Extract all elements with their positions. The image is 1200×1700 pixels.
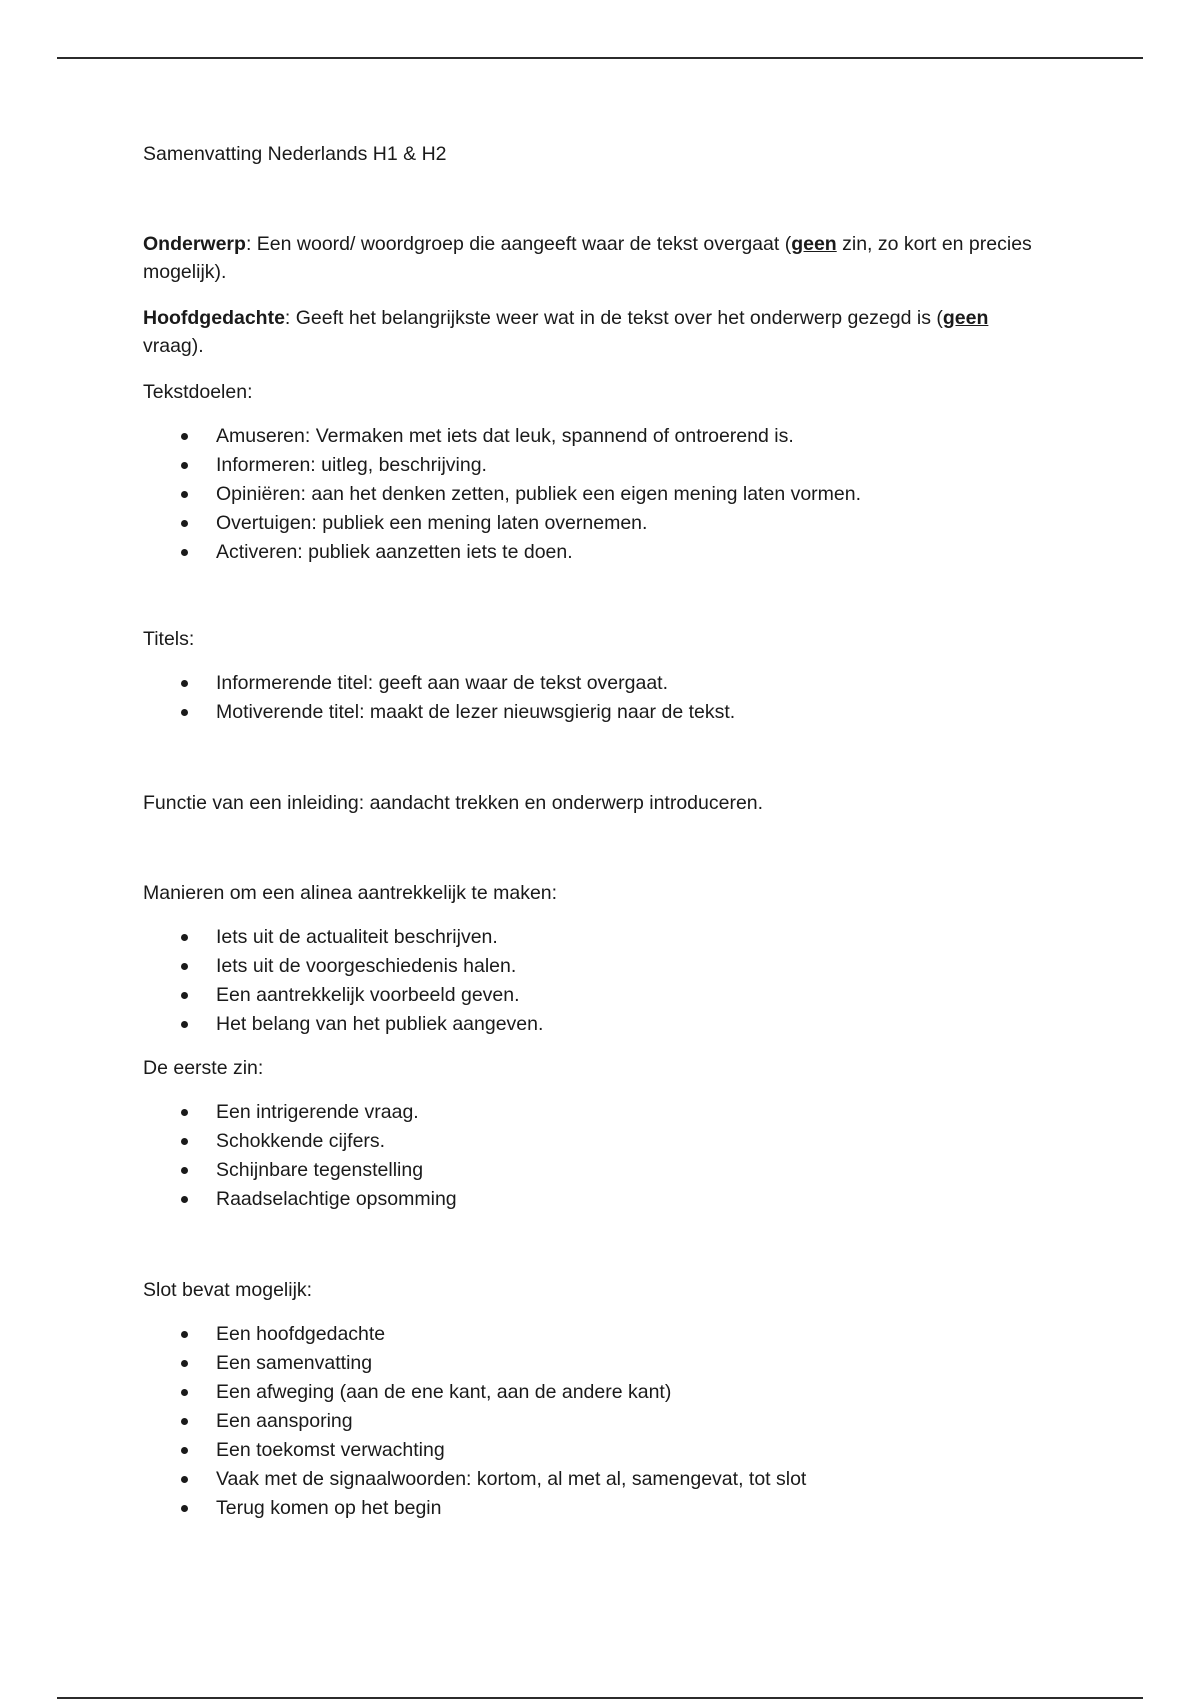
document-body (143, 140, 1043, 1523)
bullet-icon (181, 1476, 188, 1483)
list-item (143, 1156, 1043, 1185)
list-item-text: Motiverende titel: maakt de lezer nieuwsgierig naar de tekst. (216, 701, 736, 723)
list-item (143, 952, 1043, 981)
titels-heading: Titels: (143, 628, 195, 650)
bullet-icon (181, 1167, 188, 1174)
bullet-icon (181, 1505, 188, 1512)
top-rule (57, 57, 1143, 59)
list-item (143, 698, 1043, 727)
slot-heading: Slot bevat mogelijk: (143, 1279, 313, 1301)
list-item-text: Informerende titel: geeft aan waar de tekst overgaat. (216, 672, 669, 694)
list-item (143, 451, 1043, 480)
titels-list (143, 669, 1043, 727)
bullet-icon (181, 433, 188, 440)
bullet-icon (181, 1331, 188, 1338)
list-item (143, 1465, 1043, 1494)
bullet-icon (181, 1418, 188, 1425)
list-item-text: Schijnbare tegenstelling (216, 1159, 424, 1181)
list-item-text: Een aansporing (216, 1410, 353, 1432)
bullet-icon (181, 1447, 188, 1454)
alinea-list (143, 923, 1043, 1039)
bullet-icon (181, 1196, 188, 1203)
slot-list (143, 1320, 1043, 1523)
document-title: Samenvatting Nederlands H1 & H2 (143, 143, 447, 165)
onderwerp-definition (143, 230, 1043, 286)
list-item (143, 1349, 1043, 1378)
onderwerp-emphasis: geen (791, 233, 837, 255)
bullet-icon (181, 680, 188, 687)
bottom-rule (57, 1697, 1143, 1699)
list-item-text: Een hoofdgedachte (216, 1323, 386, 1345)
list-item (143, 1494, 1043, 1523)
inleiding-text: Functie van een inleiding: aandacht trekken en onderwerp introduceren. (143, 792, 764, 814)
list-item-text: Opiniëren: aan het denken zetten, publiek een eigen mening laten vormen. (216, 483, 862, 505)
bullet-icon (181, 1138, 188, 1145)
list-item-text: Een afweging (aan de ene kant, aan de andere kant) (216, 1381, 672, 1403)
bullet-icon (181, 462, 188, 469)
list-item (143, 669, 1043, 698)
list-item-text: Een intrigerende vraag. (216, 1101, 419, 1123)
list-item-text: Raadselachtige opsomming (216, 1188, 457, 1210)
list-item (143, 480, 1043, 509)
list-item (143, 1436, 1043, 1465)
list-item-text: Terug komen op het begin (216, 1497, 442, 1519)
list-item (143, 1185, 1043, 1214)
list-item-text: Overtuigen: publiek een mening laten overnemen. (216, 512, 648, 534)
alinea-heading: Manieren om een alinea aantrekkelijk te maken: (143, 882, 558, 904)
list-item-text: Een aantrekkelijk voorbeeld geven. (216, 984, 520, 1006)
onderwerp-text-after: zin, zo kort en precies mogelijk). (143, 233, 1032, 283)
bullet-icon (181, 992, 188, 999)
list-item (143, 1010, 1043, 1039)
eerste-zin-list (143, 1098, 1043, 1214)
tekstdoelen-heading: Tekstdoelen: (143, 381, 253, 403)
list-item-text: Activeren: publiek aanzetten iets te doen. (216, 541, 573, 563)
bullet-icon (181, 549, 188, 556)
list-item (143, 1378, 1043, 1407)
list-item-text: Informeren: uitleg, beschrijving. (216, 454, 487, 476)
bullet-icon (181, 1389, 188, 1396)
bullet-icon (181, 491, 188, 498)
hoofdgedachte-definition (143, 304, 1043, 360)
list-item-text: Iets uit de actualiteit beschrijven. (216, 926, 498, 948)
onderwerp-term: Onderwerp (143, 233, 246, 255)
tekstdoelen-list (143, 422, 1043, 567)
list-item-text: Een samenvatting (216, 1352, 373, 1374)
bullet-icon (181, 1109, 188, 1116)
list-item (143, 538, 1043, 567)
bullet-icon (181, 520, 188, 527)
list-item (143, 509, 1043, 538)
list-item (143, 1320, 1043, 1349)
hoofdgedachte-text-after: vraag). (143, 335, 204, 357)
list-item (143, 981, 1043, 1010)
list-item-text: Het belang van het publiek aangeven. (216, 1013, 544, 1035)
bullet-icon (181, 1360, 188, 1367)
list-item (143, 923, 1043, 952)
list-item (143, 1407, 1043, 1436)
list-item (143, 1098, 1043, 1127)
bullet-icon (181, 963, 188, 970)
eerste-zin-heading: De eerste zin: (143, 1057, 264, 1079)
list-item-text: Een toekomst verwachting (216, 1439, 445, 1461)
list-item-text: Amuseren: Vermaken met iets dat leuk, spannend of ontroerend is. (216, 425, 794, 447)
list-item (143, 422, 1043, 451)
hoofdgedachte-text-before: : Geeft het belangrijkste weer wat in de tekst over het onderwerp gezegd is ( (284, 307, 943, 329)
list-item-text: Vaak met de signaalwoorden: kortom, al met al, samengevat, tot slot (216, 1468, 807, 1490)
hoofdgedachte-emphasis: geen (942, 307, 989, 329)
bullet-icon (181, 1021, 188, 1028)
onderwerp-text-before: : Een woord/ woordgroep die aangeeft waar de tekst overgaat ( (245, 233, 792, 255)
list-item-text: Iets uit de voorgeschiedenis halen. (216, 955, 517, 977)
bullet-icon (181, 709, 188, 716)
list-item (143, 1127, 1043, 1156)
bullet-icon (181, 934, 188, 941)
list-item-text: Schokkende cijfers. (216, 1130, 386, 1152)
hoofdgedachte-term: Hoofdgedachte (143, 307, 285, 329)
